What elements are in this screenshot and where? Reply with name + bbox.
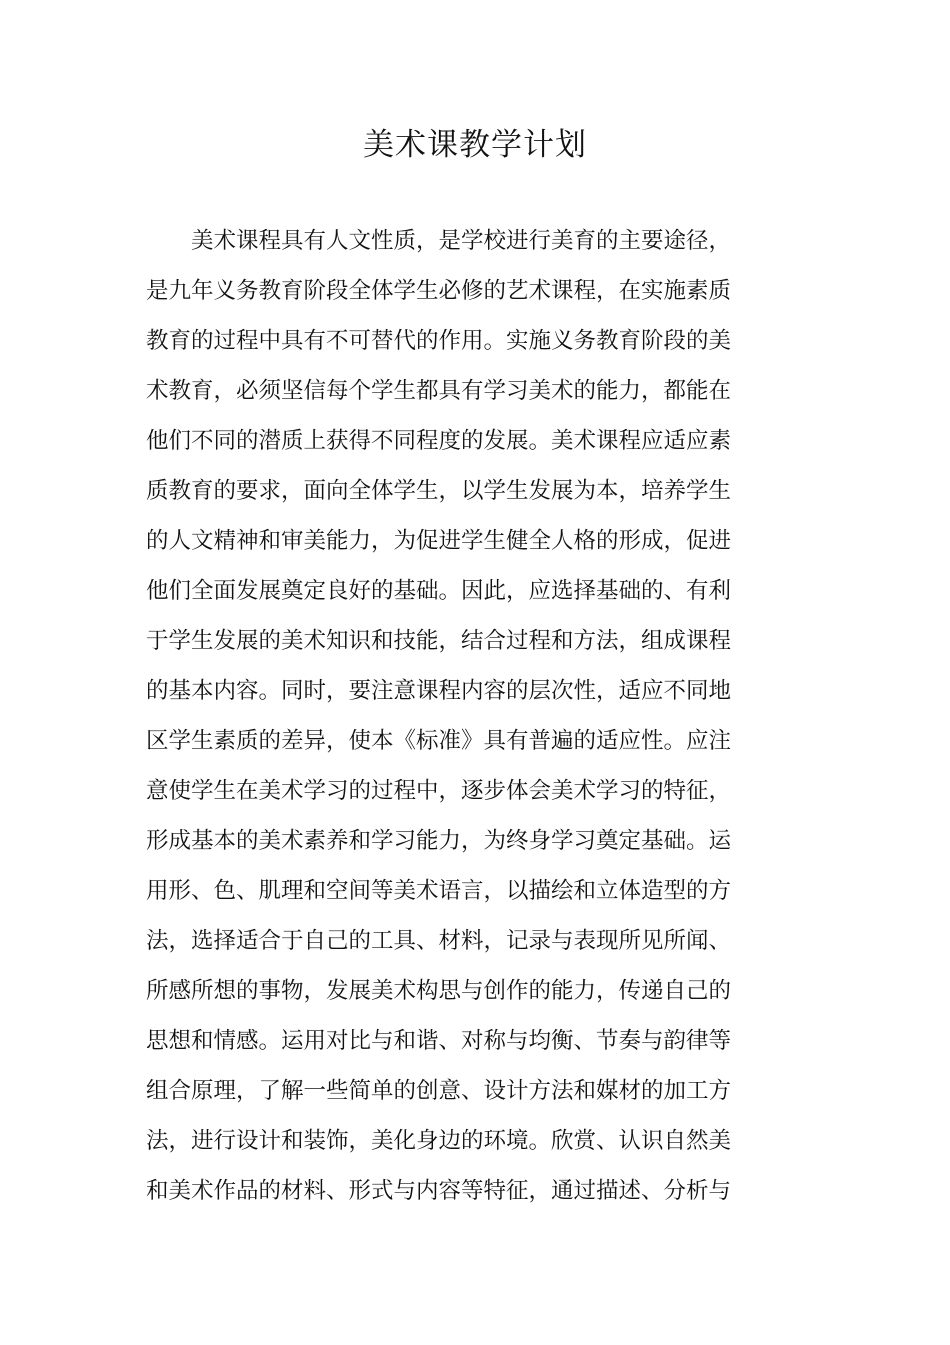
text-line: 他们全面发展奠定良好的基础。因此，应选择基础的、有利: [146, 578, 732, 604]
text-line: 意使学生在美术学习的过程中，逐步体会美术学习的特征，: [146, 778, 732, 804]
text-line: 的基本内容。同时，要注意课程内容的层次性，适应不同地: [146, 678, 732, 704]
text-line: 用形、色、肌理和空间等美术语言，以描绘和立体造型的方: [146, 878, 732, 904]
text-line: 术教育，必须坚信每个学生都具有学习美术的能力，都能在: [146, 378, 732, 404]
text-line: 于学生发展的美术知识和技能，结合过程和方法，组成课程: [146, 628, 732, 654]
body-paragraph: [146, 216, 744, 1216]
text-line: 和美术作品的材料、形式与内容等特征，通过描述、分析与: [146, 1178, 732, 1204]
text-line: 是九年义务教育阶段全体学生必修的艺术课程，在实施素质: [146, 278, 732, 304]
text-line: 形成基本的美术素养和学习能力，为终身学习奠定基础。运: [146, 828, 732, 854]
text-line: 的人文精神和审美能力，为促进学生健全人格的形成，促进: [146, 528, 732, 554]
text-line: 质教育的要求，面向全体学生，以学生发展为本，培养学生: [146, 478, 732, 504]
text-line: 组合原理，了解一些简单的创意、设计方法和媒材的加工方: [146, 1078, 732, 1104]
text-line: 法，选择适合于自己的工具、材料，记录与表现所见所闻、: [146, 928, 732, 954]
text-line: 所感所想的事物，发展美术构思与创作的能力，传递自己的: [146, 978, 732, 1004]
text-line: 教育的过程中具有不可替代的作用。实施义务教育阶段的美: [146, 328, 732, 354]
text-line: 他们不同的潜质上获得不同程度的发展。美术课程应适应素: [146, 428, 732, 454]
text-line: 思想和情感。运用对比与和谐、对称与均衡、节奏与韵律等: [146, 1028, 732, 1054]
text-line: 区学生素质的差异，使本《标准》具有普遍的适应性。应注: [146, 728, 732, 754]
page-title: 美术课教学计划: [363, 127, 587, 163]
text-line: 美术课程具有人文性质，是学校进行美育的主要途径，: [191, 228, 732, 254]
text-line: 法，进行设计和装饰，美化身边的环境。欣赏、认识自然美: [146, 1128, 732, 1154]
